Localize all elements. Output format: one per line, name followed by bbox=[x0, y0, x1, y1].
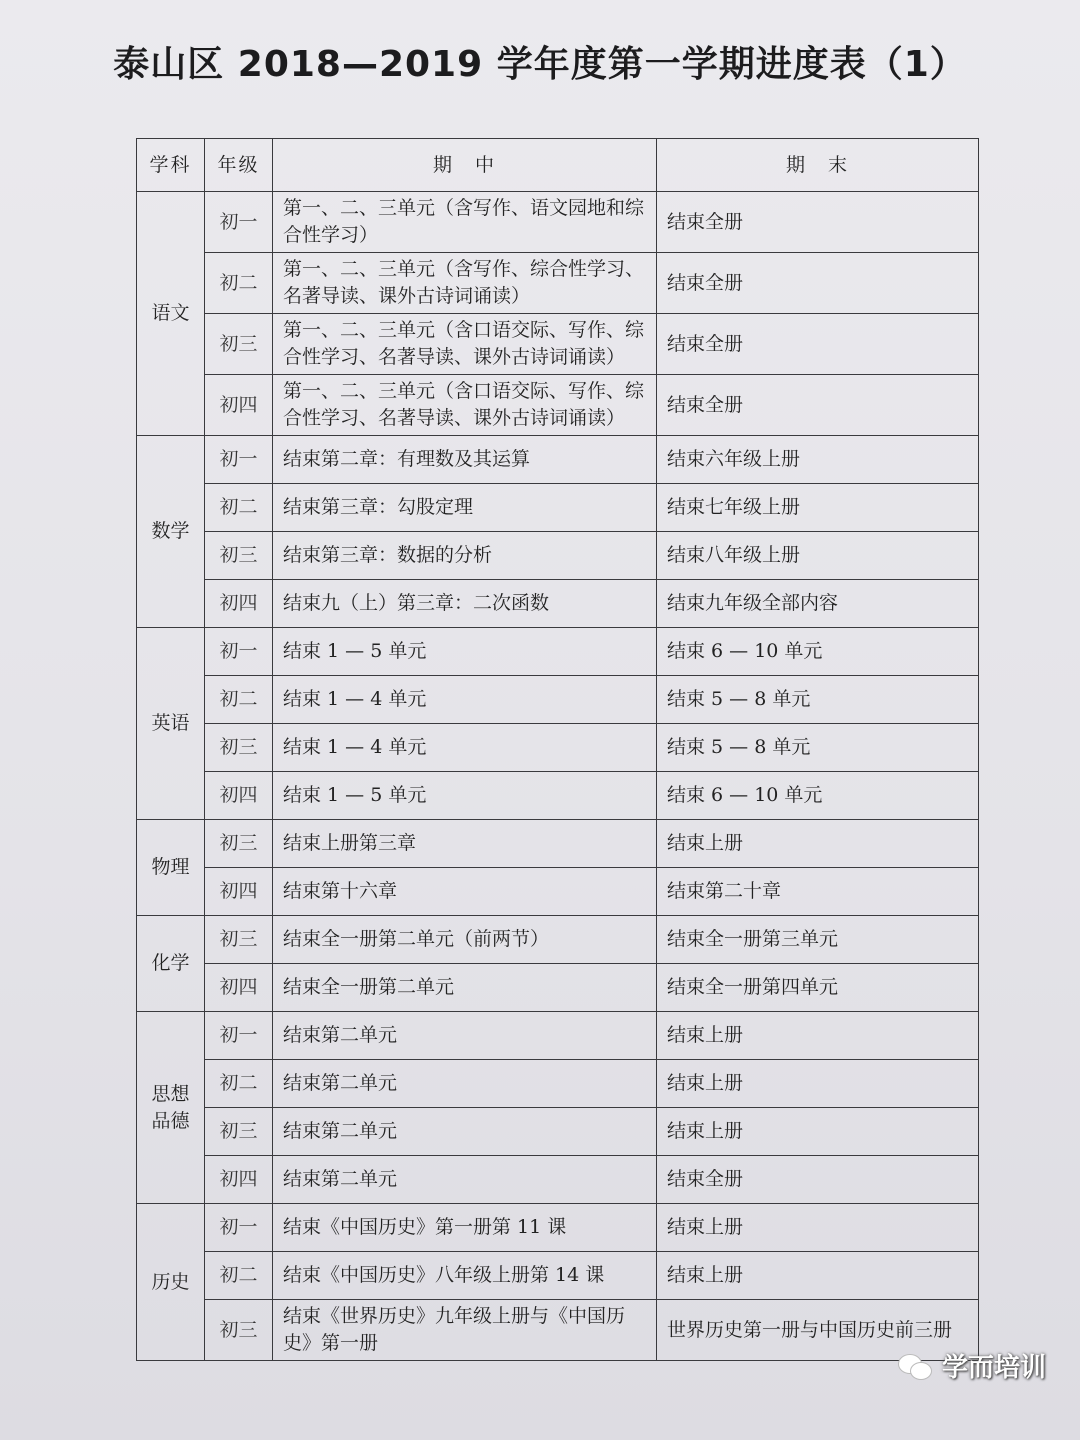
final-cell: 结束全册 bbox=[657, 314, 979, 375]
subject-cell: 化学 bbox=[137, 916, 205, 1012]
table-row bbox=[137, 820, 979, 868]
watermark-brand: 学而培训 bbox=[941, 1353, 1046, 1383]
midterm-cell: 结束第二单元 bbox=[273, 1060, 657, 1108]
grade-cell: 初四 bbox=[205, 375, 273, 436]
table-row bbox=[137, 1252, 979, 1300]
grade-cell: 初二 bbox=[205, 676, 273, 724]
midterm-cell: 结束第三章：勾股定理 bbox=[273, 484, 657, 532]
midterm-cell: 结束第二单元 bbox=[273, 1156, 657, 1204]
final-cell: 结束九年级全部内容 bbox=[657, 580, 979, 628]
final-cell: 结束 5 — 8 单元 bbox=[657, 676, 979, 724]
midterm-cell: 结束全一册第二单元 bbox=[273, 964, 657, 1012]
grade-cell: 初一 bbox=[205, 436, 273, 484]
midterm-cell: 结束第三章：数据的分析 bbox=[273, 532, 657, 580]
grade-cell: 初四 bbox=[205, 772, 273, 820]
grade-cell: 初三 bbox=[205, 916, 273, 964]
midterm-cell: 第一、二、三单元（含写作、语文园地和综合性学习） bbox=[273, 192, 657, 253]
wechat-icon bbox=[898, 1352, 932, 1380]
table-row bbox=[137, 1108, 979, 1156]
final-cell: 结束全册 bbox=[657, 375, 979, 436]
watermark bbox=[898, 1347, 1046, 1384]
grade-cell: 初三 bbox=[205, 314, 273, 375]
grade-cell: 初三 bbox=[205, 724, 273, 772]
grade-cell: 初一 bbox=[205, 192, 273, 253]
final-cell: 结束六年级上册 bbox=[657, 436, 979, 484]
table-row bbox=[137, 532, 979, 580]
grade-cell: 初四 bbox=[205, 580, 273, 628]
final-cell: 结束 5 — 8 单元 bbox=[657, 724, 979, 772]
grade-cell: 初二 bbox=[205, 1252, 273, 1300]
grade-cell: 初四 bbox=[205, 964, 273, 1012]
midterm-cell: 第一、二、三单元（含口语交际、写作、综合性学习、名著导读、课外古诗词诵读） bbox=[273, 314, 657, 375]
final-cell: 结束全一册第四单元 bbox=[657, 964, 979, 1012]
final-cell: 结束上册 bbox=[657, 1060, 979, 1108]
final-cell: 结束全册 bbox=[657, 253, 979, 314]
final-cell: 结束上册 bbox=[657, 1204, 979, 1252]
midterm-cell: 结束 1 — 4 单元 bbox=[273, 676, 657, 724]
table-row bbox=[137, 628, 979, 676]
page-title: 泰山区 2018—2019 学年度第一学期进度表（1） bbox=[113, 44, 967, 85]
midterm-cell: 第一、二、三单元（含口语交际、写作、综合性学习、名著导读、课外古诗词诵读） bbox=[273, 375, 657, 436]
midterm-cell: 第一、二、三单元（含写作、综合性学习、名著导读、课外古诗词诵读） bbox=[273, 253, 657, 314]
table-row bbox=[137, 1012, 979, 1060]
midterm-cell: 结束全一册第二单元（前两节） bbox=[273, 916, 657, 964]
grade-cell: 初二 bbox=[205, 253, 273, 314]
final-cell: 结束全册 bbox=[657, 1156, 979, 1204]
final-cell: 世界历史第一册与中国历史前三册 bbox=[657, 1300, 979, 1361]
midterm-cell: 结束第二单元 bbox=[273, 1108, 657, 1156]
table-row bbox=[137, 1204, 979, 1252]
final-cell: 结束八年级上册 bbox=[657, 532, 979, 580]
final-cell: 结束全一册第三单元 bbox=[657, 916, 979, 964]
table-row bbox=[137, 868, 979, 916]
header-final: 期 末 bbox=[657, 139, 979, 192]
subject-cell: 数学 bbox=[137, 436, 205, 628]
grade-cell: 初二 bbox=[205, 1060, 273, 1108]
grade-cell: 初一 bbox=[205, 628, 273, 676]
midterm-cell: 结束 1 — 5 单元 bbox=[273, 772, 657, 820]
final-cell: 结束 6 — 10 单元 bbox=[657, 772, 979, 820]
midterm-cell: 结束《中国历史》第一册第 11 课 bbox=[273, 1204, 657, 1252]
midterm-cell: 结束 1 — 5 单元 bbox=[273, 628, 657, 676]
grade-cell: 初三 bbox=[205, 820, 273, 868]
subject-cell: 物理 bbox=[137, 820, 205, 916]
grade-cell: 初四 bbox=[205, 868, 273, 916]
midterm-cell: 结束第二章：有理数及其运算 bbox=[273, 436, 657, 484]
table-row bbox=[137, 676, 979, 724]
final-cell: 结束上册 bbox=[657, 820, 979, 868]
table-row bbox=[137, 192, 979, 253]
table-row bbox=[137, 253, 979, 314]
subject-cell: 思想 品德 bbox=[137, 1012, 205, 1204]
table-row bbox=[137, 436, 979, 484]
table-row bbox=[137, 772, 979, 820]
midterm-cell: 结束《中国历史》八年级上册第 14 课 bbox=[273, 1252, 657, 1300]
midterm-cell: 结束 1 — 4 单元 bbox=[273, 724, 657, 772]
grade-cell: 初一 bbox=[205, 1012, 273, 1060]
table-row bbox=[137, 964, 979, 1012]
table-row bbox=[137, 314, 979, 375]
table-row bbox=[137, 916, 979, 964]
table-row bbox=[137, 1060, 979, 1108]
subject-cell: 语文 bbox=[137, 192, 205, 436]
table-row bbox=[137, 724, 979, 772]
midterm-cell: 结束第十六章 bbox=[273, 868, 657, 916]
table-row bbox=[137, 375, 979, 436]
subject-cell: 英语 bbox=[137, 628, 205, 820]
final-cell: 结束第二十章 bbox=[657, 868, 979, 916]
midterm-cell: 结束九（上）第三章：二次函数 bbox=[273, 580, 657, 628]
schedule-table bbox=[136, 138, 979, 1361]
subject-cell: 历史 bbox=[137, 1204, 205, 1361]
grade-cell: 初四 bbox=[205, 1156, 273, 1204]
final-cell: 结束上册 bbox=[657, 1108, 979, 1156]
table-row bbox=[137, 1300, 979, 1361]
final-cell: 结束上册 bbox=[657, 1252, 979, 1300]
grade-cell: 初二 bbox=[205, 484, 273, 532]
table-row bbox=[137, 580, 979, 628]
header-subject: 学科 bbox=[137, 139, 205, 192]
header-midterm: 期 中 bbox=[273, 139, 657, 192]
schedule-body bbox=[137, 192, 979, 1361]
grade-cell: 初三 bbox=[205, 1300, 273, 1361]
final-cell: 结束上册 bbox=[657, 1012, 979, 1060]
midterm-cell: 结束《世界历史》九年级上册与《中国历史》第一册 bbox=[273, 1300, 657, 1361]
table-row bbox=[137, 1156, 979, 1204]
table-row bbox=[137, 484, 979, 532]
final-cell: 结束全册 bbox=[657, 192, 979, 253]
final-cell: 结束 6 — 10 单元 bbox=[657, 628, 979, 676]
header-row bbox=[137, 139, 979, 192]
midterm-cell: 结束第二单元 bbox=[273, 1012, 657, 1060]
final-cell: 结束七年级上册 bbox=[657, 484, 979, 532]
grade-cell: 初三 bbox=[205, 1108, 273, 1156]
grade-cell: 初三 bbox=[205, 532, 273, 580]
grade-cell: 初一 bbox=[205, 1204, 273, 1252]
header-grade: 年级 bbox=[205, 139, 273, 192]
midterm-cell: 结束上册第三章 bbox=[273, 820, 657, 868]
